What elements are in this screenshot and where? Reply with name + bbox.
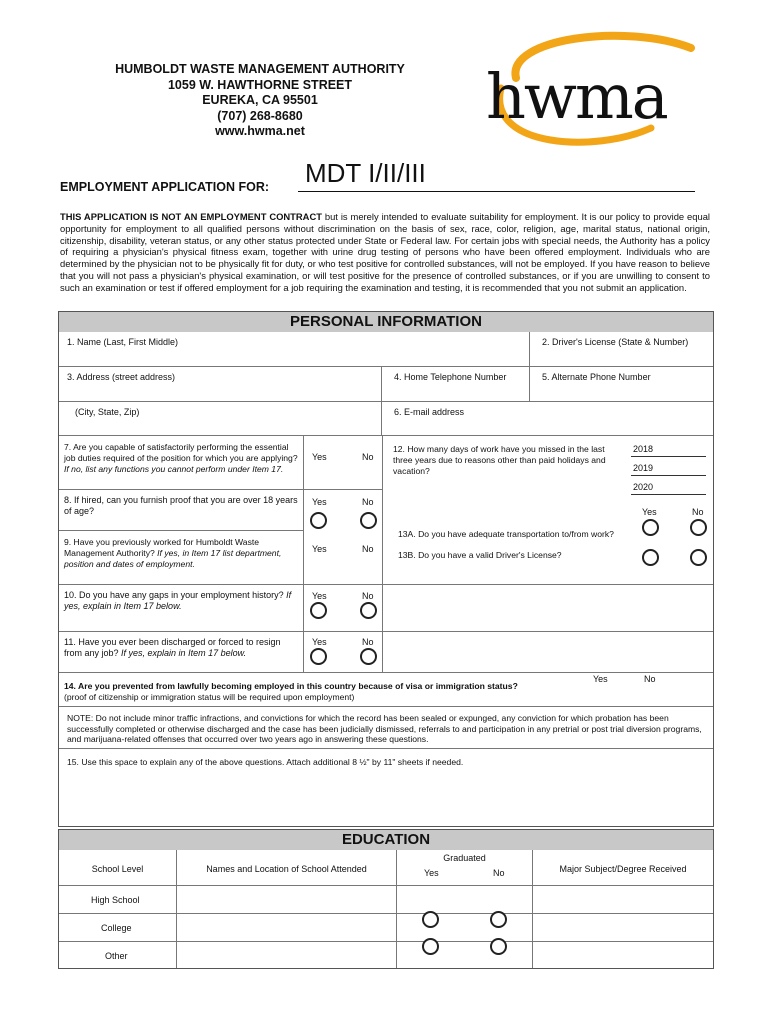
employment-underline bbox=[298, 191, 695, 192]
edu-high-school-grad bbox=[397, 886, 533, 914]
drivers-license-field[interactable] bbox=[530, 332, 713, 367]
q7-yes-label: Yes bbox=[312, 452, 327, 462]
org-city: EUREKA, CA 95501 bbox=[202, 93, 318, 107]
address-label: 3. Address (street address) bbox=[67, 372, 176, 382]
q13b-no-radio[interactable] bbox=[690, 549, 707, 566]
education-title: EDUCATION bbox=[59, 830, 713, 850]
q7-no-label: No bbox=[362, 452, 374, 462]
q13a-no-radio[interactable] bbox=[690, 519, 707, 536]
personal-section bbox=[58, 311, 714, 827]
org-header bbox=[60, 62, 460, 140]
edu-high-school-name[interactable] bbox=[177, 886, 397, 914]
q14-note: (proof of citizenship or immigration status will be required upon employment) bbox=[64, 692, 355, 702]
edu-other-yes-radio[interactable] bbox=[422, 938, 439, 955]
org-phone: (707) 268-8680 bbox=[217, 108, 303, 123]
q14-yes-label: Yes bbox=[593, 674, 608, 684]
q11-blank-cell bbox=[383, 632, 713, 673]
alt-phone-label: 5. Alternate Phone Number bbox=[542, 372, 651, 382]
school-names-header: Names and Location of School Attended bbox=[177, 850, 397, 886]
q8-cell bbox=[59, 490, 304, 531]
q7-label: 7. Are you capable of satisfactorily performing the essential job duties required of the position for which you are applying? If no, list any functions you cannot perform under Item 17. bbox=[64, 442, 298, 474]
q13-yes-label: Yes bbox=[642, 507, 657, 517]
year-2018-label: 2018 bbox=[633, 444, 654, 454]
q8-yes-radio[interactable] bbox=[310, 512, 327, 529]
q10-cell bbox=[59, 585, 304, 632]
city-state-zip-field[interactable] bbox=[59, 402, 382, 436]
logo-text: hwma bbox=[486, 60, 667, 133]
employment-label: EMPLOYMENT APPLICATION FOR: bbox=[60, 180, 270, 194]
q11-yes-radio[interactable] bbox=[310, 648, 327, 665]
q10-yes-label: Yes bbox=[312, 591, 327, 601]
year-2020-label: 2020 bbox=[633, 482, 654, 492]
graduated-header: Graduated Yes No bbox=[397, 850, 533, 886]
q11-cell bbox=[59, 632, 304, 673]
address-field[interactable] bbox=[59, 367, 382, 402]
education-section bbox=[58, 829, 714, 969]
q10-blank-cell bbox=[383, 585, 713, 632]
q9-cell bbox=[59, 531, 304, 585]
q7-cell bbox=[59, 436, 304, 490]
name-field[interactable] bbox=[59, 332, 530, 367]
edu-college-name[interactable] bbox=[177, 914, 397, 942]
edu-high-school-major[interactable] bbox=[533, 886, 713, 914]
year-2020-line[interactable] bbox=[631, 494, 706, 495]
school-level-header: School Level bbox=[59, 850, 177, 886]
home-phone-field[interactable] bbox=[382, 367, 530, 402]
email-label: 6. E-mail address bbox=[394, 407, 465, 417]
q9-answer-cell bbox=[304, 531, 383, 585]
name-label: 1. Name (Last, First Middle) bbox=[67, 337, 179, 347]
q11-no-radio[interactable] bbox=[360, 648, 377, 665]
q15-label: 15. Use this space to explain any of the above questions. Attach additional 8 ½" by 11" sheets if needed. bbox=[67, 757, 464, 767]
org-website: www.hwma.net bbox=[215, 124, 305, 138]
q13b-yes-radio[interactable] bbox=[642, 549, 659, 566]
drivers-license-label: 2. Driver's License (State & Number) bbox=[542, 337, 689, 347]
q10-no-label: No bbox=[362, 591, 374, 601]
edu-college-no-radio[interactable] bbox=[490, 911, 507, 928]
q11-yes-label: Yes bbox=[312, 637, 327, 647]
q10-no-radio[interactable] bbox=[360, 602, 377, 619]
q10-yes-radio[interactable] bbox=[310, 602, 327, 619]
org-name: HUMBOLDT WASTE MANAGEMENT AUTHORITY bbox=[115, 62, 405, 76]
edu-college-grad bbox=[397, 914, 533, 942]
q8-yes-label: Yes bbox=[312, 497, 327, 507]
edu-row-other: Other bbox=[59, 942, 177, 968]
q9-yes-label: Yes bbox=[312, 544, 327, 554]
year-2018-line[interactable] bbox=[631, 456, 706, 457]
q14-cell bbox=[59, 673, 713, 707]
q11-label: 11. Have you ever been discharged or forced to resign from any job? If yes, explain in Item 17 below. bbox=[64, 637, 281, 658]
year-2019-label: 2019 bbox=[633, 463, 654, 473]
note-cell bbox=[59, 707, 713, 749]
q13a-label: 13A. Do you have adequate transportation to/from work? bbox=[398, 529, 614, 539]
q7-answer-cell bbox=[304, 436, 383, 490]
edu-other-grad bbox=[397, 942, 533, 968]
home-phone-label: 4. Home Telephone Number bbox=[394, 372, 507, 382]
q13b-label: 13B. Do you have a valid Driver's License? bbox=[398, 550, 562, 560]
email-field[interactable] bbox=[382, 402, 713, 436]
notice-text: but is merely intended to evaluate suitability for employment. It is our policy to provide equal opportunity for employment to all qualified persons without discrimination on the basis of sex, race, color, religion, age, marital status, national origin, citizenship, disability, veteran status, or any other status protected under State or Federal law. For certain jobs with special needs, the Authority has a policy of requiring a physician's physical fitness exam, together with urine drug testing of persons who have been offered employment. Individuals who are determined by the physician not to be physically fit for duty, or who test positive for controlled substances, will not be employed. If you have reason to believe that you will not pass a physician's physical examination, or will test positive for the presence of controlled substances, or if you are unwilling to consent to such an examination or test if offered employment for a job requiring the examination and testing, it is recommended that you not submit an application. bbox=[60, 211, 710, 293]
employment-position[interactable]: MDT I/II/III bbox=[305, 158, 426, 188]
q8-no-radio[interactable] bbox=[360, 512, 377, 529]
q9-no-label: No bbox=[362, 544, 374, 554]
q11-no-label: No bbox=[362, 637, 374, 647]
alt-phone-field[interactable] bbox=[530, 367, 713, 402]
q15-cell[interactable] bbox=[59, 749, 713, 826]
city-state-zip-label: (City, State, Zip) bbox=[75, 407, 140, 417]
q8-label: 8. If hired, can you furnish proof that you are over 18 years of age? bbox=[64, 495, 298, 516]
edu-row-high-school: High School bbox=[59, 886, 177, 914]
q12-label: 12. How many days of work have you missed in the last three years due to reasons other than paid holidays and vacation? bbox=[393, 444, 606, 476]
q8-no-label: No bbox=[362, 497, 374, 507]
notice-paragraph bbox=[60, 211, 710, 294]
q10-label: 10. Do you have any gaps in your employment history? If yes, explain in Item 17 below. bbox=[64, 590, 292, 611]
edu-other-name[interactable] bbox=[177, 942, 397, 968]
q14-no-label: No bbox=[644, 674, 656, 684]
edu-row-college: College bbox=[59, 914, 177, 942]
q9-label: 9. Have you previously worked for Humboldt Waste Management Authority? If yes, in Item 17 list department, position and dates of employment. bbox=[64, 537, 282, 569]
edu-college-major[interactable] bbox=[533, 914, 713, 942]
major-header: Major Subject/Degree Received bbox=[533, 850, 713, 886]
edu-other-major[interactable] bbox=[533, 942, 713, 968]
q13a-yes-radio[interactable] bbox=[642, 519, 659, 536]
notice-bold: THIS APPLICATION IS NOT AN EMPLOYMENT CONTRACT bbox=[60, 211, 322, 222]
hwma-logo bbox=[476, 28, 706, 148]
personal-title: PERSONAL INFORMATION bbox=[59, 312, 713, 332]
org-street: 1059 W. HAWTHORNE STREET bbox=[167, 77, 353, 92]
q12-cell bbox=[383, 436, 623, 585]
q13-no-label: No bbox=[692, 507, 704, 517]
note-text: NOTE: Do not include minor traffic infractions, and convictions for which the record has been sealed or expunged, any conviction for which probation has been successfully completed or otherwise discharged and the case has been judicially dismissed, referrals to and participation in any pretrial or post trial diversion programs, and marijuana-related offenses that occurred over two years ago in answering these questions. bbox=[67, 713, 702, 744]
q14-label: 14. Are you prevented from lawfully becoming employed in this country because of visa or immigration status? bbox=[64, 681, 518, 691]
year-2019-line[interactable] bbox=[631, 475, 706, 476]
edu-college-yes-radio[interactable] bbox=[422, 911, 439, 928]
edu-other-no-radio[interactable] bbox=[490, 938, 507, 955]
